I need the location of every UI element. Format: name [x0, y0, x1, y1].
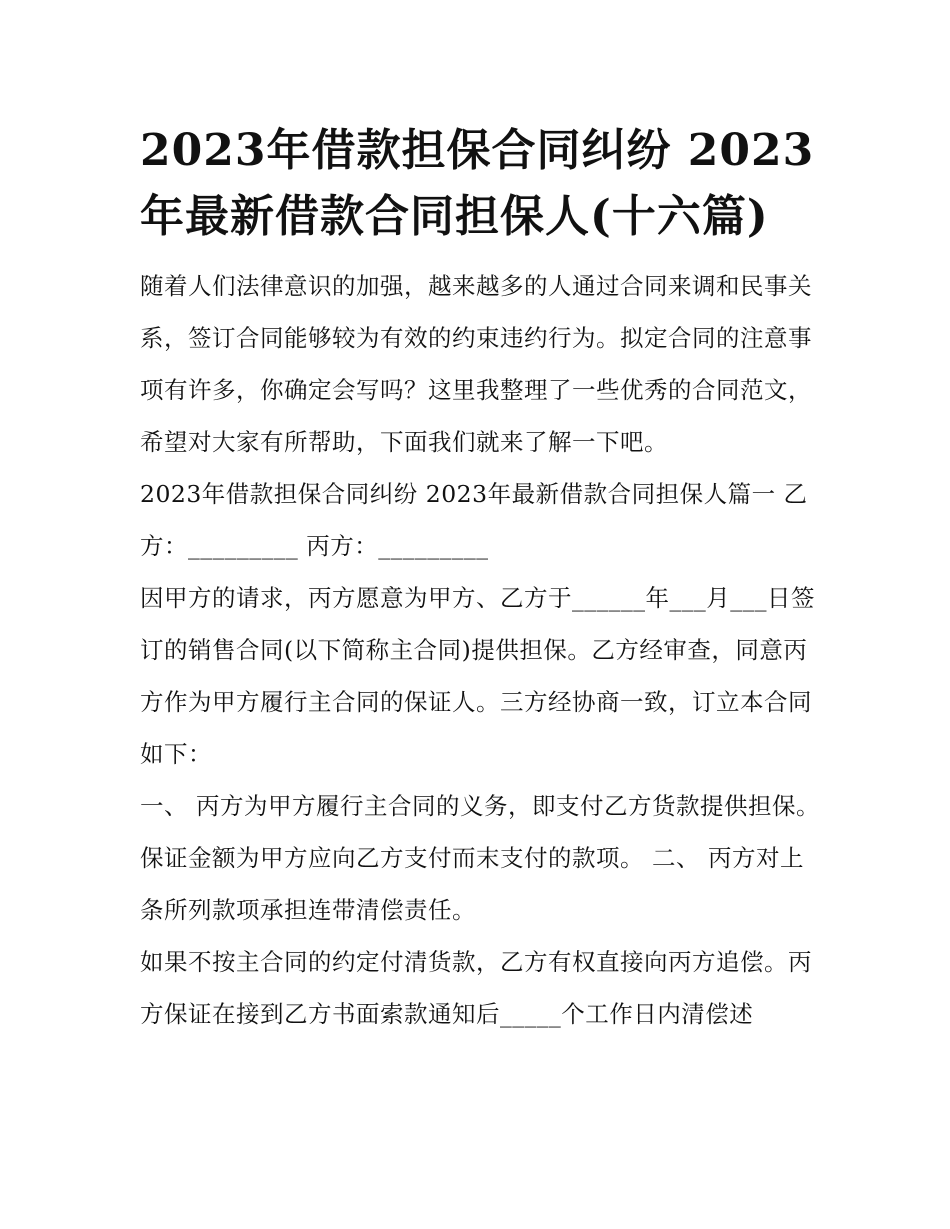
clause-recourse-paragraph: 如果不按主合同的约定付清货款，乙方有权直接向丙方追偿。丙方保证在接到乙方书面索款通知后_____个工作日内清偿述: [140, 948, 812, 1028]
document-title: 2023年借款担保合同纠纷 2023年最新借款合同担保人(十六篇): [140, 125, 815, 242]
contract-parties-paragraph: 2023年借款担保合同纠纷 2023年最新借款合同担保人篇一 乙方：_________ 丙方：_________: [140, 480, 808, 560]
document-page: [140, 118, 820, 1040]
intro-paragraph: 随着人们法律意识的加强，越来越多的人通过合同来调和民事关系，签订合同能够较为有效的约束违约行为。拟定合同的注意事项有许多，你确定会写吗？这里我整理了一些优秀的合同范文，希望对大家有所帮助，下面我们就来了解一下吧。: [140, 272, 812, 456]
clause-one-two-paragraph: 一、 丙方为甲方履行主合同的义务，即支付乙方货款提供担保。保证金额为甲方应向乙方支付而末支付的款项。 二、 丙方对上条所列款项承担连带清偿责任。: [140, 792, 820, 924]
contract-preamble-paragraph: 因甲方的请求，丙方愿意为甲方、乙方于______年___月___日签订的销售合同(以下简称主合同)提供担保。乙方经审查，同意丙方作为甲方履行主合同的保证人。三方经协商一致，订立本合同如下：: [140, 584, 815, 768]
